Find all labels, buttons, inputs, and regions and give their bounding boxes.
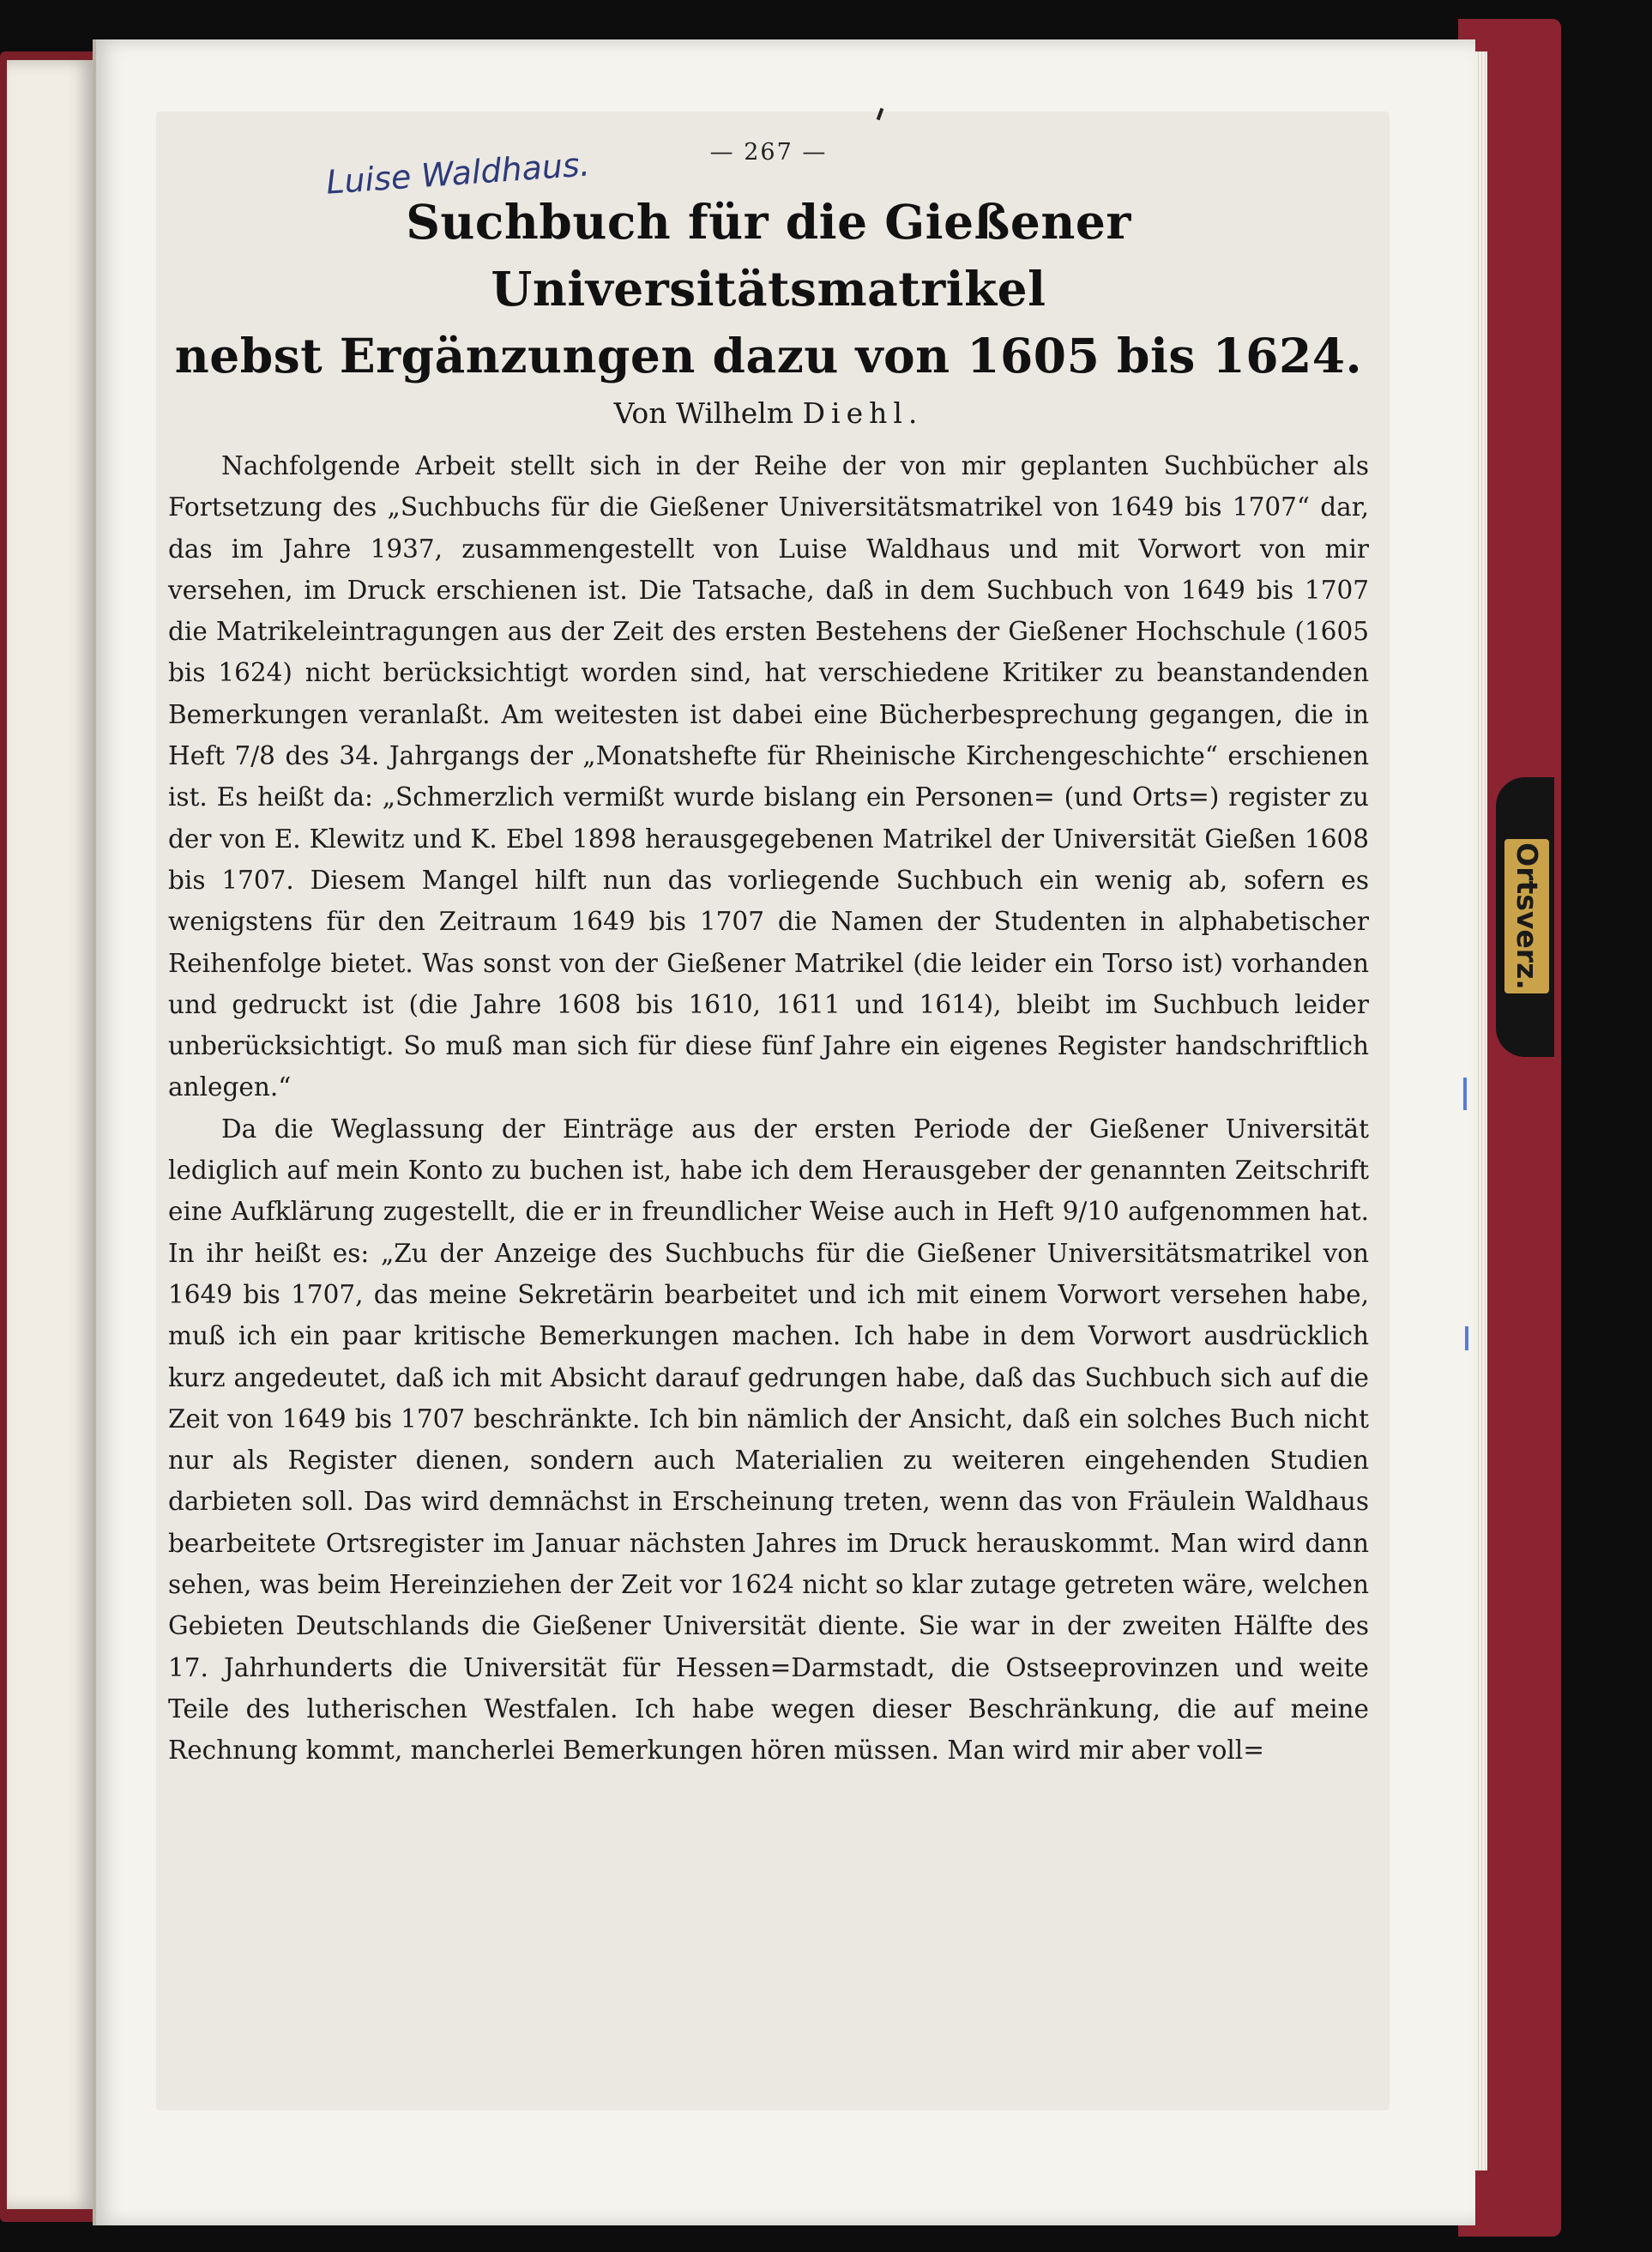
paragraph-1: Nachfolgende Arbeit stellt sich in der Reihe der von mir geplanten Suchbücher als Fortsetzung des „Suchbuchs für die Gießener Universitätsmatrikel von 1649 bis 1707“ dar, das im Jahre 1937, zusammengestellt von Luise Waldhaus und mit Vorwort von mir versehen, im Druck erschienen ist. Die Tatsache, daß in dem Suchbuch von 1649 bis 1707 die Matrikeleintragungen aus der Zeit des ersten Bestehens der Gießener Hochschule (1605 bis 1624) nicht berücksichtigt worden sind, hat verschiedene Kritiker zu beanstandenden Bemerkungen veranlaßt. Am weitesten ist dabei eine Bücherbesprechung gegangen, die in Heft 7/8 des 34. Jahrgangs der „Monatshefte für Rheinische Kirchengeschichte“ erschienen ist. Es heißt da: „Schmerzlich vermißt wurde bislang ein Personen= (und Orts=) register zu der von E. Klewitz und K. Ebel 1898 herausgegebenen Matrikel der Universität Gießen 1608 bis 1707. Diesem Mangel hilft nun das vorliegende Suchbuch ein wenig ab, sofern es wenigstens für den Zeitraum 1649 bis 1707 die Namen der Studenten in alphabetischer Reihenfolge bietet. Was sonst von der Gießener Matrikel (die leider ein Torso ist) vorhanden und gedruckt ist (die Jahre 1608 bis 1610, 1611 und 1614), bleibt im Suchbuch leider unberücksichtigt. So muß man sich für diese fünf Jahre ein eigenes Register handschriftlich anlegen.“ <box>168 451 1369 1102</box>
title-line-2: nebst Ergänzungen dazu von 1605 bis 1624. <box>174 328 1363 383</box>
blue-pencil-mark <box>1465 1326 1468 1350</box>
byline-prefix: Von Wilhelm <box>613 396 794 430</box>
blue-pencil-mark <box>1463 1078 1467 1110</box>
page-gutter <box>93 39 96 2225</box>
page-content <box>168 129 1369 1772</box>
index-tab-label[interactable]: Ortsverz. <box>1504 839 1549 993</box>
byline <box>168 396 1369 430</box>
page-number: — 267 — <box>709 139 828 166</box>
paragraph-2: Da die Weglassung der Einträge aus der ersten Periode der Gießener Universität lediglich auf mein Konto zu buchen ist, habe ich dem Herausgeber der genannten Zeitschrift eine Aufklärung zugestellt, die er in freundlicher Weise auch in Heft 9/10 aufgenommen hat. In ihr heißt es: „Zu der Anzeige des Suchbuchs für die Gießener Universitätsmatrikel von 1649 bis 1707, das meine Sekretärin bearbeitet und ich mit einem Vorwort versehen habe, muß ich ein paar kritische Bemerkungen machen. Ich habe in dem Vorwort ausdrücklich kurz angedeutet, daß ich mit Absicht darauf gedrungen habe, daß das Suchbuch sich auf die Zeit von 1649 bis 1707 beschränkte. Ich bin nämlich der Ansicht, daß ein solches Buch nicht nur als Register dienen, sondern auch Materialien zu weiteren eingehenden Studien darbieten soll. Das wird demnächst in Erscheinung treten, wenn das von Fräulein Waldhaus bearbeitete Ortsregister im Januar nächsten Jahres im Druck herauskommt. Man wird dann sehen, was beim Hereinziehen der Zeit vor 1624 nicht so klar zutage getreten wäre, welchen Gebieten Deutschlands die Gießener Universität diente. Sie war in der zweiten Hälfte des 17. Jahrhunderts die Universität für Hessen=Darmstadt, die Ostseeprovinzen und weite Teile des lutherischen Westfalen. Ich habe wegen dieser Beschränkung, die auf meine Rechnung kommt, mancherlei Bemerkungen hören müssen. Man wird mir aber voll= <box>168 1114 1369 1766</box>
article-title <box>168 189 1369 389</box>
left-page-edge <box>7 60 93 2209</box>
byline-author: Diehl. <box>802 396 924 430</box>
handwritten-note: Luise Waldhaus. <box>324 145 592 202</box>
title-line-1: Suchbuch für die Gießener Universitätsmatrikel <box>406 194 1131 317</box>
